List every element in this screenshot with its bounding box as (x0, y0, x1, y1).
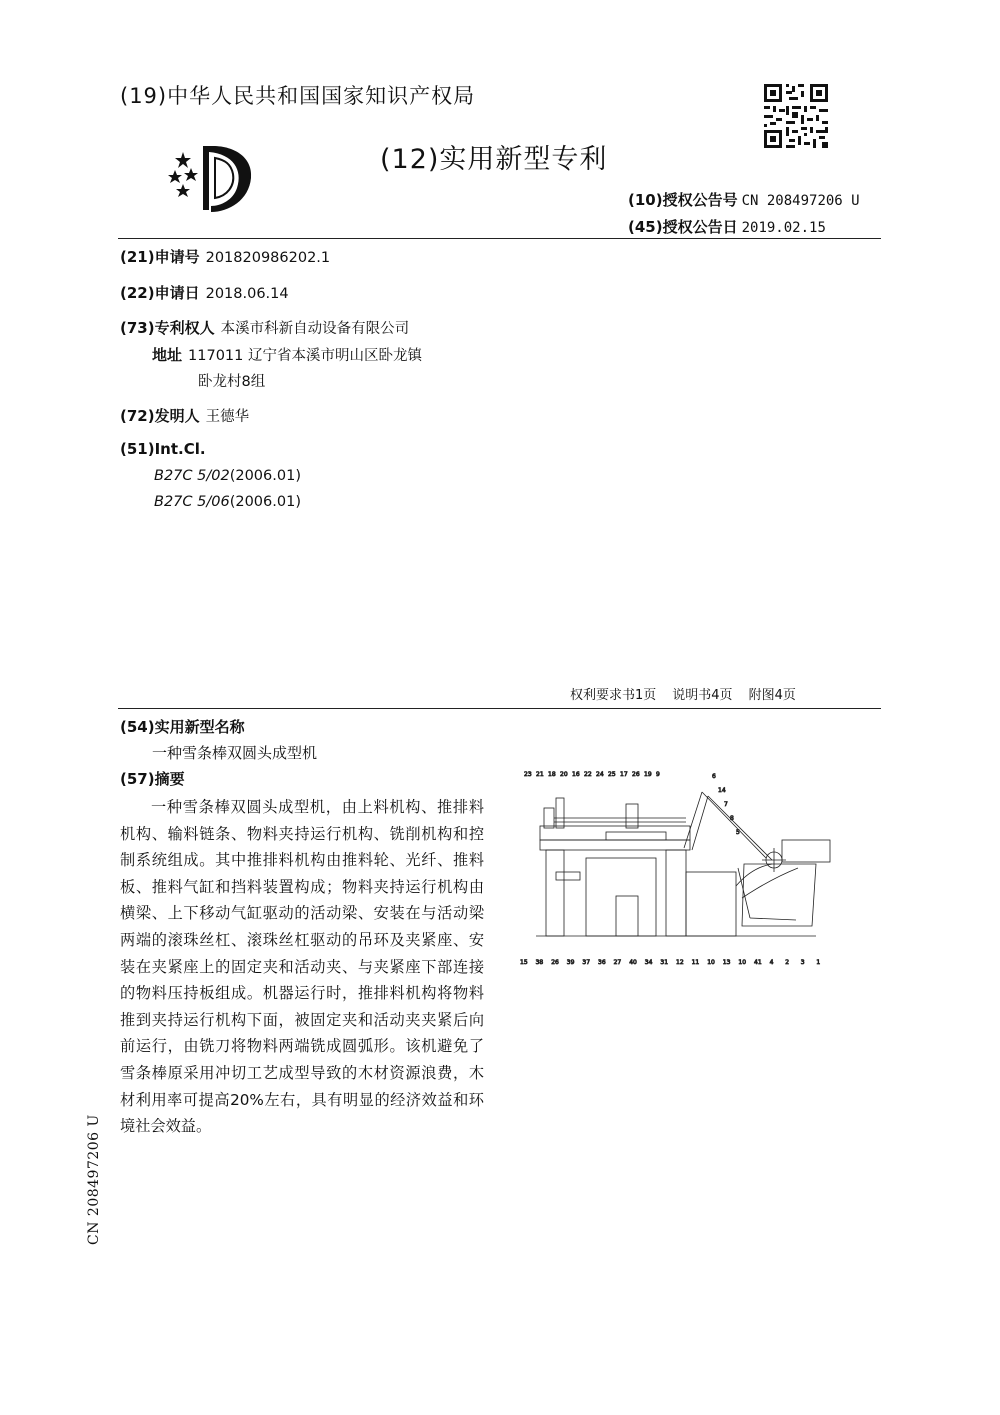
figure-label: 11 (691, 959, 700, 966)
drawing-pages: 附图4页 (748, 688, 796, 703)
figure-label: 4 (769, 959, 774, 966)
figure-label: 7 (724, 801, 728, 808)
figure-label: 31 (660, 959, 669, 966)
figure-label: 16 (572, 771, 580, 778)
patentee-value: 本溪市科新自动设备有限公司 (220, 321, 410, 337)
application-date-value: 2018.06.14 (205, 286, 289, 302)
figure-label: 20 (560, 771, 568, 778)
ipc-heading (120, 440, 206, 458)
ipc-code: B27C 5/06 (154, 494, 230, 510)
vertical-publication-number: CN 208497206 U (86, 1114, 102, 1245)
address-line2: 卧龙村8组 (198, 374, 266, 390)
figure-label: 3 (800, 959, 805, 966)
address-label: 地址 (152, 346, 183, 364)
figure-label: 14 (718, 787, 726, 794)
figure-label: 36 (598, 959, 606, 966)
ipc-entry (154, 468, 301, 484)
title-heading (120, 716, 245, 737)
application-number-label: (21)申请号 (120, 248, 200, 266)
figure-label: 1 (816, 959, 821, 966)
publication-number-value: CN 208497206 U (741, 193, 860, 209)
patentee (120, 317, 409, 338)
publication-date (628, 216, 826, 237)
application-number (120, 246, 330, 267)
office-name: (19)中华人民共和国国家知识产权局 (120, 84, 476, 108)
address-continued (198, 370, 265, 391)
figure-label: 25 (608, 771, 616, 778)
ipc-label: (51)Int.Cl. (120, 440, 206, 458)
ipc-code: B27C 5/02 (154, 468, 230, 484)
figure-label: 10 (738, 959, 747, 966)
patentee-label: (73)专利权人 (120, 319, 215, 337)
figure-label: 41 (754, 959, 762, 966)
figure-label: 13 (722, 959, 731, 966)
figure-label: 8 (730, 815, 734, 822)
address (152, 344, 422, 365)
publication-number-label: (10)授权公告号 (628, 191, 738, 209)
publication-date-label: (45)授权公告日 (628, 218, 738, 236)
figure-label: 40 (629, 959, 637, 966)
section-divider (118, 708, 881, 709)
claims-pages: 权利要求书1页 (570, 688, 657, 703)
figure-label: 9 (656, 771, 660, 778)
abstract-heading (120, 768, 185, 789)
figure-label: 38 (535, 959, 544, 966)
application-date-label: (22)申请日 (120, 284, 200, 302)
description-pages: 说明书4页 (672, 688, 733, 703)
figure-label: 19 (644, 771, 652, 778)
figure-label: 23 (524, 771, 532, 778)
figure-label: 26 (632, 771, 640, 778)
publication-date-value: 2019.02.15 (741, 220, 826, 236)
figure-label: 12 (676, 959, 684, 966)
ipc-entry (154, 494, 301, 510)
cnipa-logo (163, 140, 263, 216)
star-icon (168, 152, 198, 197)
inventor-value: 王德华 (205, 409, 250, 425)
figure-label: 22 (584, 771, 592, 778)
figure-label: 24 (596, 771, 604, 778)
figure-label: 26 (551, 959, 559, 966)
publication-number (628, 189, 860, 210)
figure-label: 37 (582, 959, 591, 966)
inventor-label: (72)发明人 (120, 407, 200, 425)
qr-code (762, 82, 830, 150)
address-line1: 117011 辽宁省本溪市明山区卧龙镇 (188, 348, 422, 364)
figure-label: 27 (613, 959, 622, 966)
ipc-version: (2006.01) (229, 468, 301, 484)
utility-model-title: 一种雪条棒双圆头成型机 (152, 744, 318, 762)
figure-label: 17 (620, 771, 628, 778)
figure-label: 34 (644, 959, 653, 966)
figure-label: 18 (548, 771, 556, 778)
figure-label: 5 (736, 829, 740, 836)
figure-label: 39 (566, 959, 575, 966)
figure-label: 15 (520, 959, 528, 966)
header-divider (118, 238, 881, 239)
title-label: (54)实用新型名称 (120, 718, 245, 736)
figure-label: 10 (707, 959, 715, 966)
application-date (120, 282, 289, 303)
figure-label: 6 (712, 773, 716, 780)
representative-drawing (516, 768, 838, 972)
abstract-text: 一种雪条棒双圆头成型机，由上料机构、推排料机构、输料链条、物料夹持运行机构、铣削机构和控制系统组成。其中推排料机构由推料轮、光纤、推料板、推料气缸和挡料装置构成；物料夹持运行机构由横梁、上下移动气缸驱动的活动梁、安装在与活动梁两端的滚珠丝杠、滚珠丝杠驱动的吊环及夹紧座、安装在夹紧座上的固定夹和活动夹、与夹紧座下部连接的物料压持板组成。机器运行时，推排料机构将物料推到夹持运行机构下面，被固定夹和活动夹夹紧后向前运行，由铣刀将物料两端铣成圆弧形。该机避免了雪条棒原采用冲切工艺成型导致的木材资源浪费，木材利用率可提高20%左右，具有明显的经济效益和环境社会效益。 (120, 798, 484, 1136)
ipc-version: (2006.01) (229, 494, 301, 510)
page-counts (570, 684, 812, 703)
figure-label: 2 (785, 959, 790, 966)
inventor (120, 405, 249, 426)
document-type: (12)实用新型专利 (380, 144, 608, 175)
abstract-label: (57)摘要 (120, 770, 185, 788)
application-number-value: 201820986202.1 (205, 250, 331, 266)
figure-label: 21 (536, 771, 544, 778)
